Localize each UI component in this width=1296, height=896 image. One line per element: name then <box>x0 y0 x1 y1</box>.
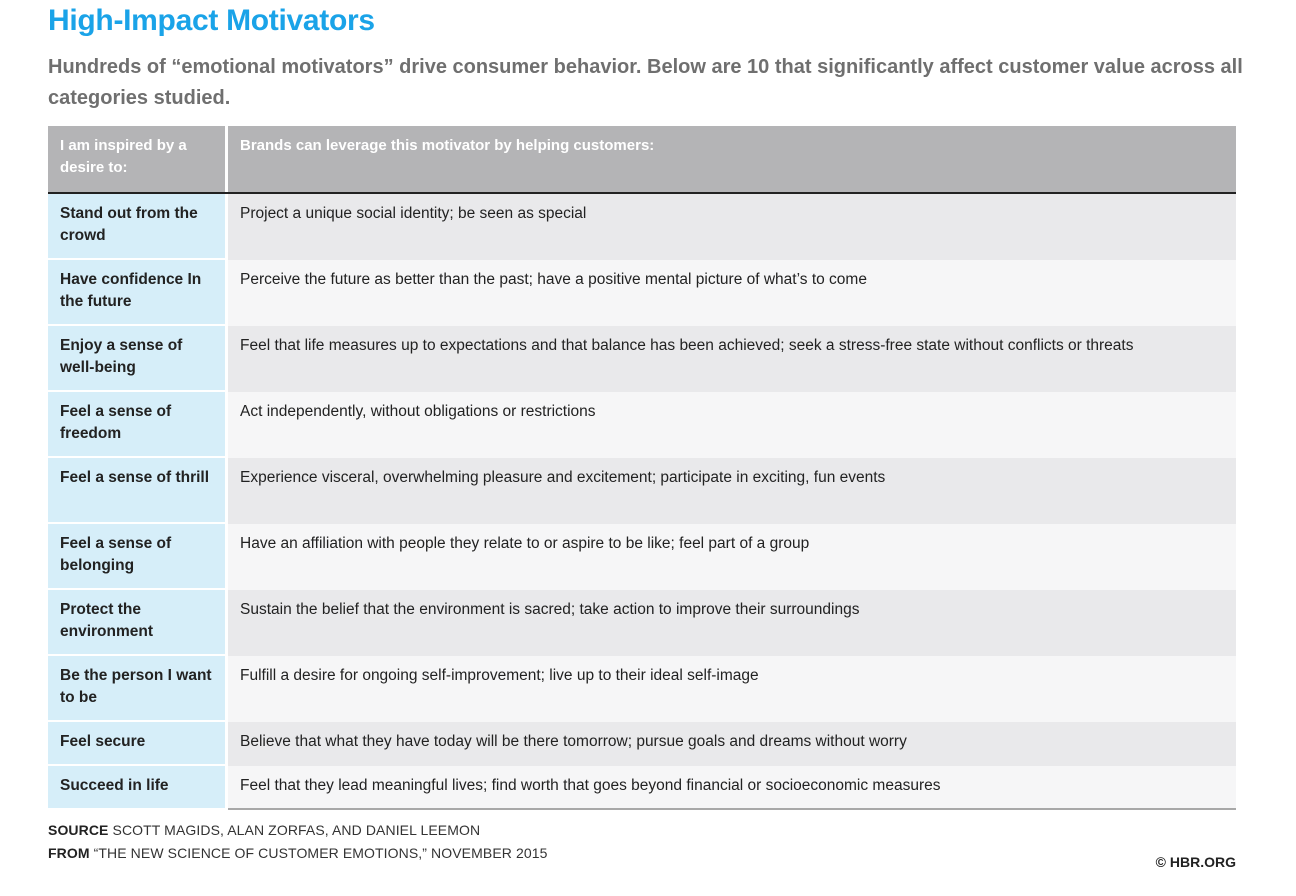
leverage-cell: Experience visceral, overwhelming pleasure and excitement; participate in exciting, fun events <box>228 458 1236 524</box>
copyright: © HBR.ORG <box>1155 854 1236 870</box>
motivator-cell: Enjoy a sense of well-being <box>48 326 225 392</box>
motivator-cell: Feel a sense of belonging <box>48 524 225 590</box>
page-title: High-Impact Motivators <box>48 4 375 37</box>
leverage-cell: Sustain the belief that the environment is sacred; take action to improve their surroundings <box>228 590 1236 656</box>
table-row <box>48 656 1236 722</box>
from-text: “THE NEW SCIENCE OF CUSTOMER EMOTIONS,” NOVEMBER 2015 <box>93 845 548 861</box>
leverage-cell: Believe that what they have today will be there tomorrow; pursue goals and dreams without worry <box>228 722 1236 766</box>
leverage-cell: Act independently, without obligations or restrictions <box>228 392 1236 458</box>
motivator-cell: Be the person I want to be <box>48 656 225 722</box>
leverage-cell: Feel that life measures up to expectations and that balance has been achieved; seek a stress-free state without conflicts or threats <box>228 326 1236 392</box>
motivator-cell: Feel a sense of freedom <box>48 392 225 458</box>
source-label: SOURCE <box>48 822 109 838</box>
leverage-cell: Fulfill a desire for ongoing self-improvement; live up to their ideal self-image <box>228 656 1236 722</box>
from-label: FROM <box>48 845 90 861</box>
leverage-cell: Have an affiliation with people they relate to or aspire to be like; feel part of a group <box>228 524 1236 590</box>
motivator-cell: Protect the environment <box>48 590 225 656</box>
table-row <box>48 458 1236 524</box>
from-line <box>48 845 548 861</box>
table-row <box>48 590 1236 656</box>
table-row <box>48 524 1236 590</box>
table-header <box>48 126 1236 194</box>
source-text: SCOTT MAGIDS, ALAN ZORFAS, AND DANIEL LEEMON <box>112 822 481 838</box>
header-motivator: I am inspired by a desire to: <box>48 126 225 192</box>
motivator-cell: Feel a sense of thrill <box>48 458 225 524</box>
motivators-table <box>48 126 1236 810</box>
source-line <box>48 822 480 838</box>
leverage-cell: Perceive the future as better than the past; have a positive mental picture of what’s to come <box>228 260 1236 326</box>
table-row <box>48 260 1236 326</box>
motivator-cell: Stand out from the crowd <box>48 194 225 260</box>
motivator-cell: Succeed in life <box>48 766 225 810</box>
leverage-cell: Feel that they lead meaningful lives; find worth that goes beyond financial or socioeconomic measures <box>228 766 1236 810</box>
table-row <box>48 766 1236 810</box>
table-row <box>48 194 1236 260</box>
table-row <box>48 722 1236 766</box>
header-leverage: Brands can leverage this motivator by helping customers: <box>228 126 1236 192</box>
leverage-cell: Project a unique social identity; be seen as special <box>228 194 1236 260</box>
motivator-cell: Feel secure <box>48 722 225 766</box>
motivator-cell: Have confidence In the future <box>48 260 225 326</box>
page-subtitle: Hundreds of “emotional motivators” drive consumer behavior. Below are 10 that significantly affect customer value across all categories studied. <box>48 56 1243 109</box>
table-row <box>48 392 1236 458</box>
table-row <box>48 326 1236 392</box>
